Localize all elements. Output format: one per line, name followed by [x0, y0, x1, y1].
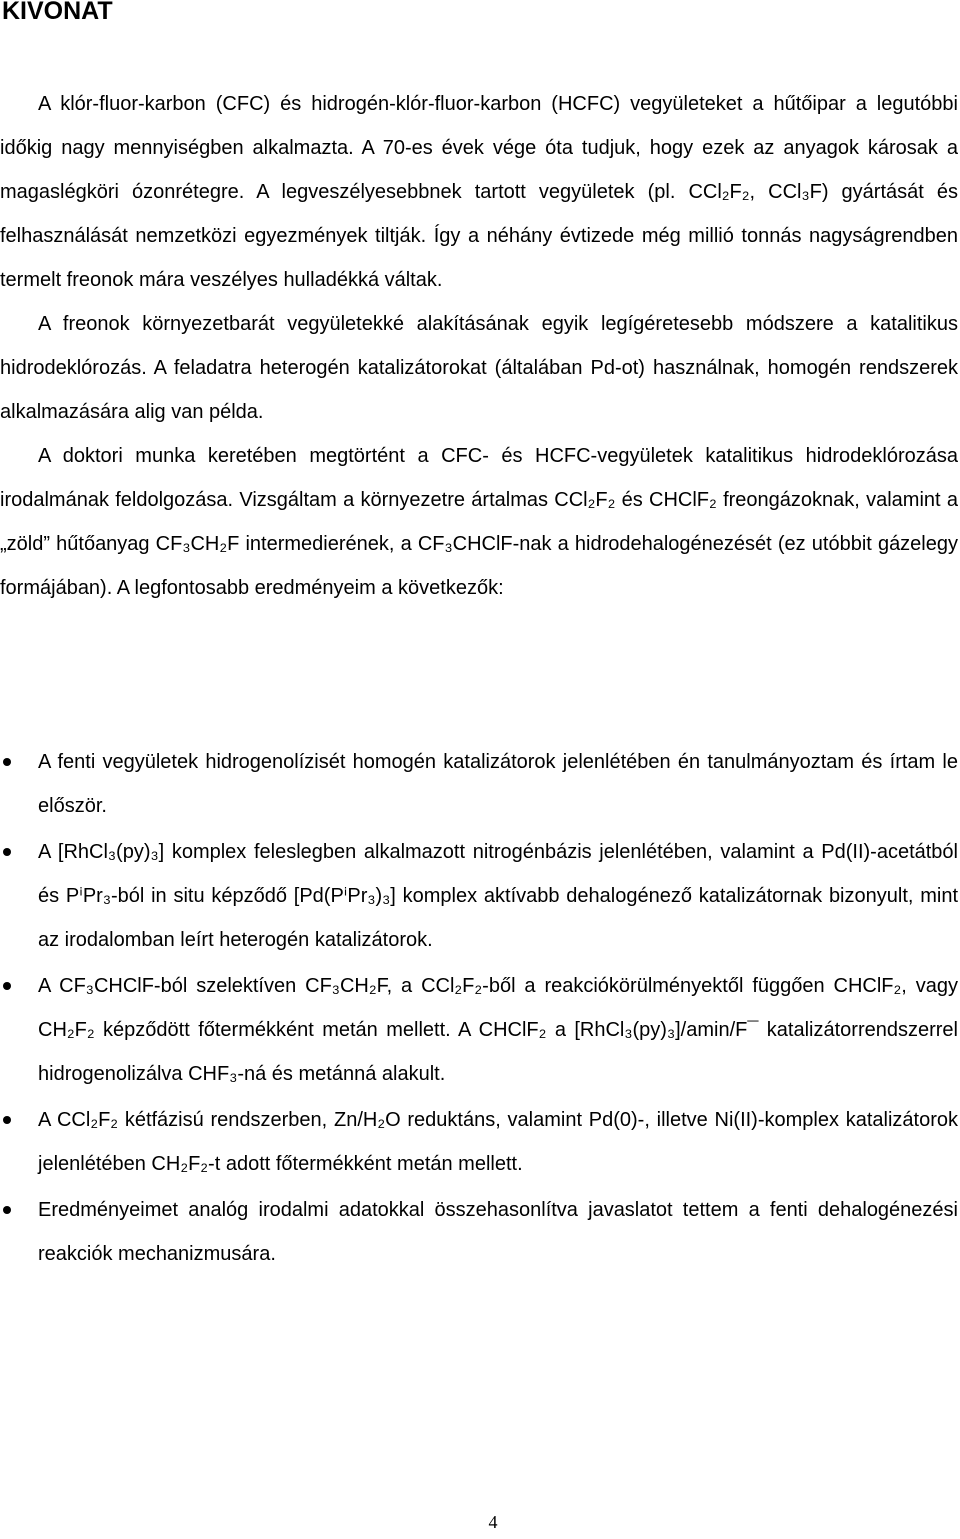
paragraph-1: A klór-fluor-karbon (CFC) és hidrogén-klór-fluor-karbon (HCFC) vegyületeket a hűtőipar a legutóbbi időkig nagy mennyiségben alkalmazta. A 70-es évek vége óta tudjuk, hogy ezek az anyagok károsak a magaslégköri ózonrétegre. A legveszélyesebbnek tartott vegyületek (pl. CCl₂F₂, CCl₃F) gyártását és felhasználását nemzetközi egyezmények tiltják. Így a néhány évtizede még millió tonnás nagyságrendben termelt freonok mára veszélyes hulladékká váltak. [0, 93, 958, 291]
bullet-icon [3, 982, 11, 990]
list-item [0, 1188, 958, 1276]
paragraph-2: A freonok környezetbarát vegyületekké alakításának egyik legígéretesebb módszere a katalitikus hidrodeklórozás. A feladatra heterogén katalizátorokat (általában Pd-ot) használnak, homogén rendszerek alkalmazására alig van példa. [0, 313, 958, 423]
list-item [0, 740, 958, 828]
list-item [0, 830, 958, 962]
list-item [0, 964, 958, 1096]
intro-text [0, 82, 958, 610]
bullet-icon [3, 1206, 11, 1214]
list-item-text: A [RhCl₃(py)₃] komplex feleslegben alkalmazott nitrogénbázis jelenlétében, valamint a Pd(II)-acetátból és PⁱPr₃-ból in situ képződő [Pd(PⁱPr₃)₃] komplex aktívabb dehalogénező katalizátornak bizonyult, mint az irodalomban leírt heterogén katalizátorok. [38, 841, 958, 951]
section-title: KIVONAT [2, 0, 113, 25]
bullet-icon [3, 848, 11, 856]
list-item-text: A fenti vegyületek hidrogenolízisét homogén katalizátorok jelenlétében én tanulmányoztam és írtam le először. [38, 751, 958, 817]
page-number: 4 [488, 1512, 498, 1532]
bullet-icon [3, 758, 11, 766]
paragraph-3: A doktori munka keretében megtörtént a CFC- és HCFC-vegyületek katalitikus hidrodeklórozása irodalmának feldolgozása. Vizsgáltam a környezetre ártalmas CCl₂F₂ és CHClF₂ freongázoknak, valamint a „zöld” hűtőanyag CF₃CH₂F intermedierének, a CF₃CHClF-nak a hidrodehalogénezését (ez utóbbit gázelegy formájában). A legfontosabb eredményeim a következők: [0, 445, 958, 599]
list-item [0, 1098, 958, 1186]
list-item-text: A CF₃CHClF-ból szelektíven CF₃CH₂F, a CCl₂F₂-ből a reakciókörülményektől függően CHClF₂, vagy CH₂F₂ képződött főtermékként metán mellett. A CHClF₂ a [RhCl₃(py)₃]/amin/F¯ katalizátorrendszerrel hidrogenolizálva CHF₃-ná és metánná alakult. [38, 975, 958, 1085]
bullet-icon [3, 1116, 11, 1124]
results-list [0, 740, 958, 1278]
list-item-text: Eredményeimet analóg irodalmi adatokkal összehasonlítva javaslatot tettem a fenti dehalogénezési reakciók mechanizmusára. [38, 1199, 958, 1265]
list-item-text: A CCl₂F₂ kétfázisú rendszerben, Zn/H₂O reduktáns, valamint Pd(0)-, illetve Ni(II)-komplex katalizátorok jelenlétében CH₂F₂-t adott főtermékként metán mellett. [38, 1109, 958, 1175]
